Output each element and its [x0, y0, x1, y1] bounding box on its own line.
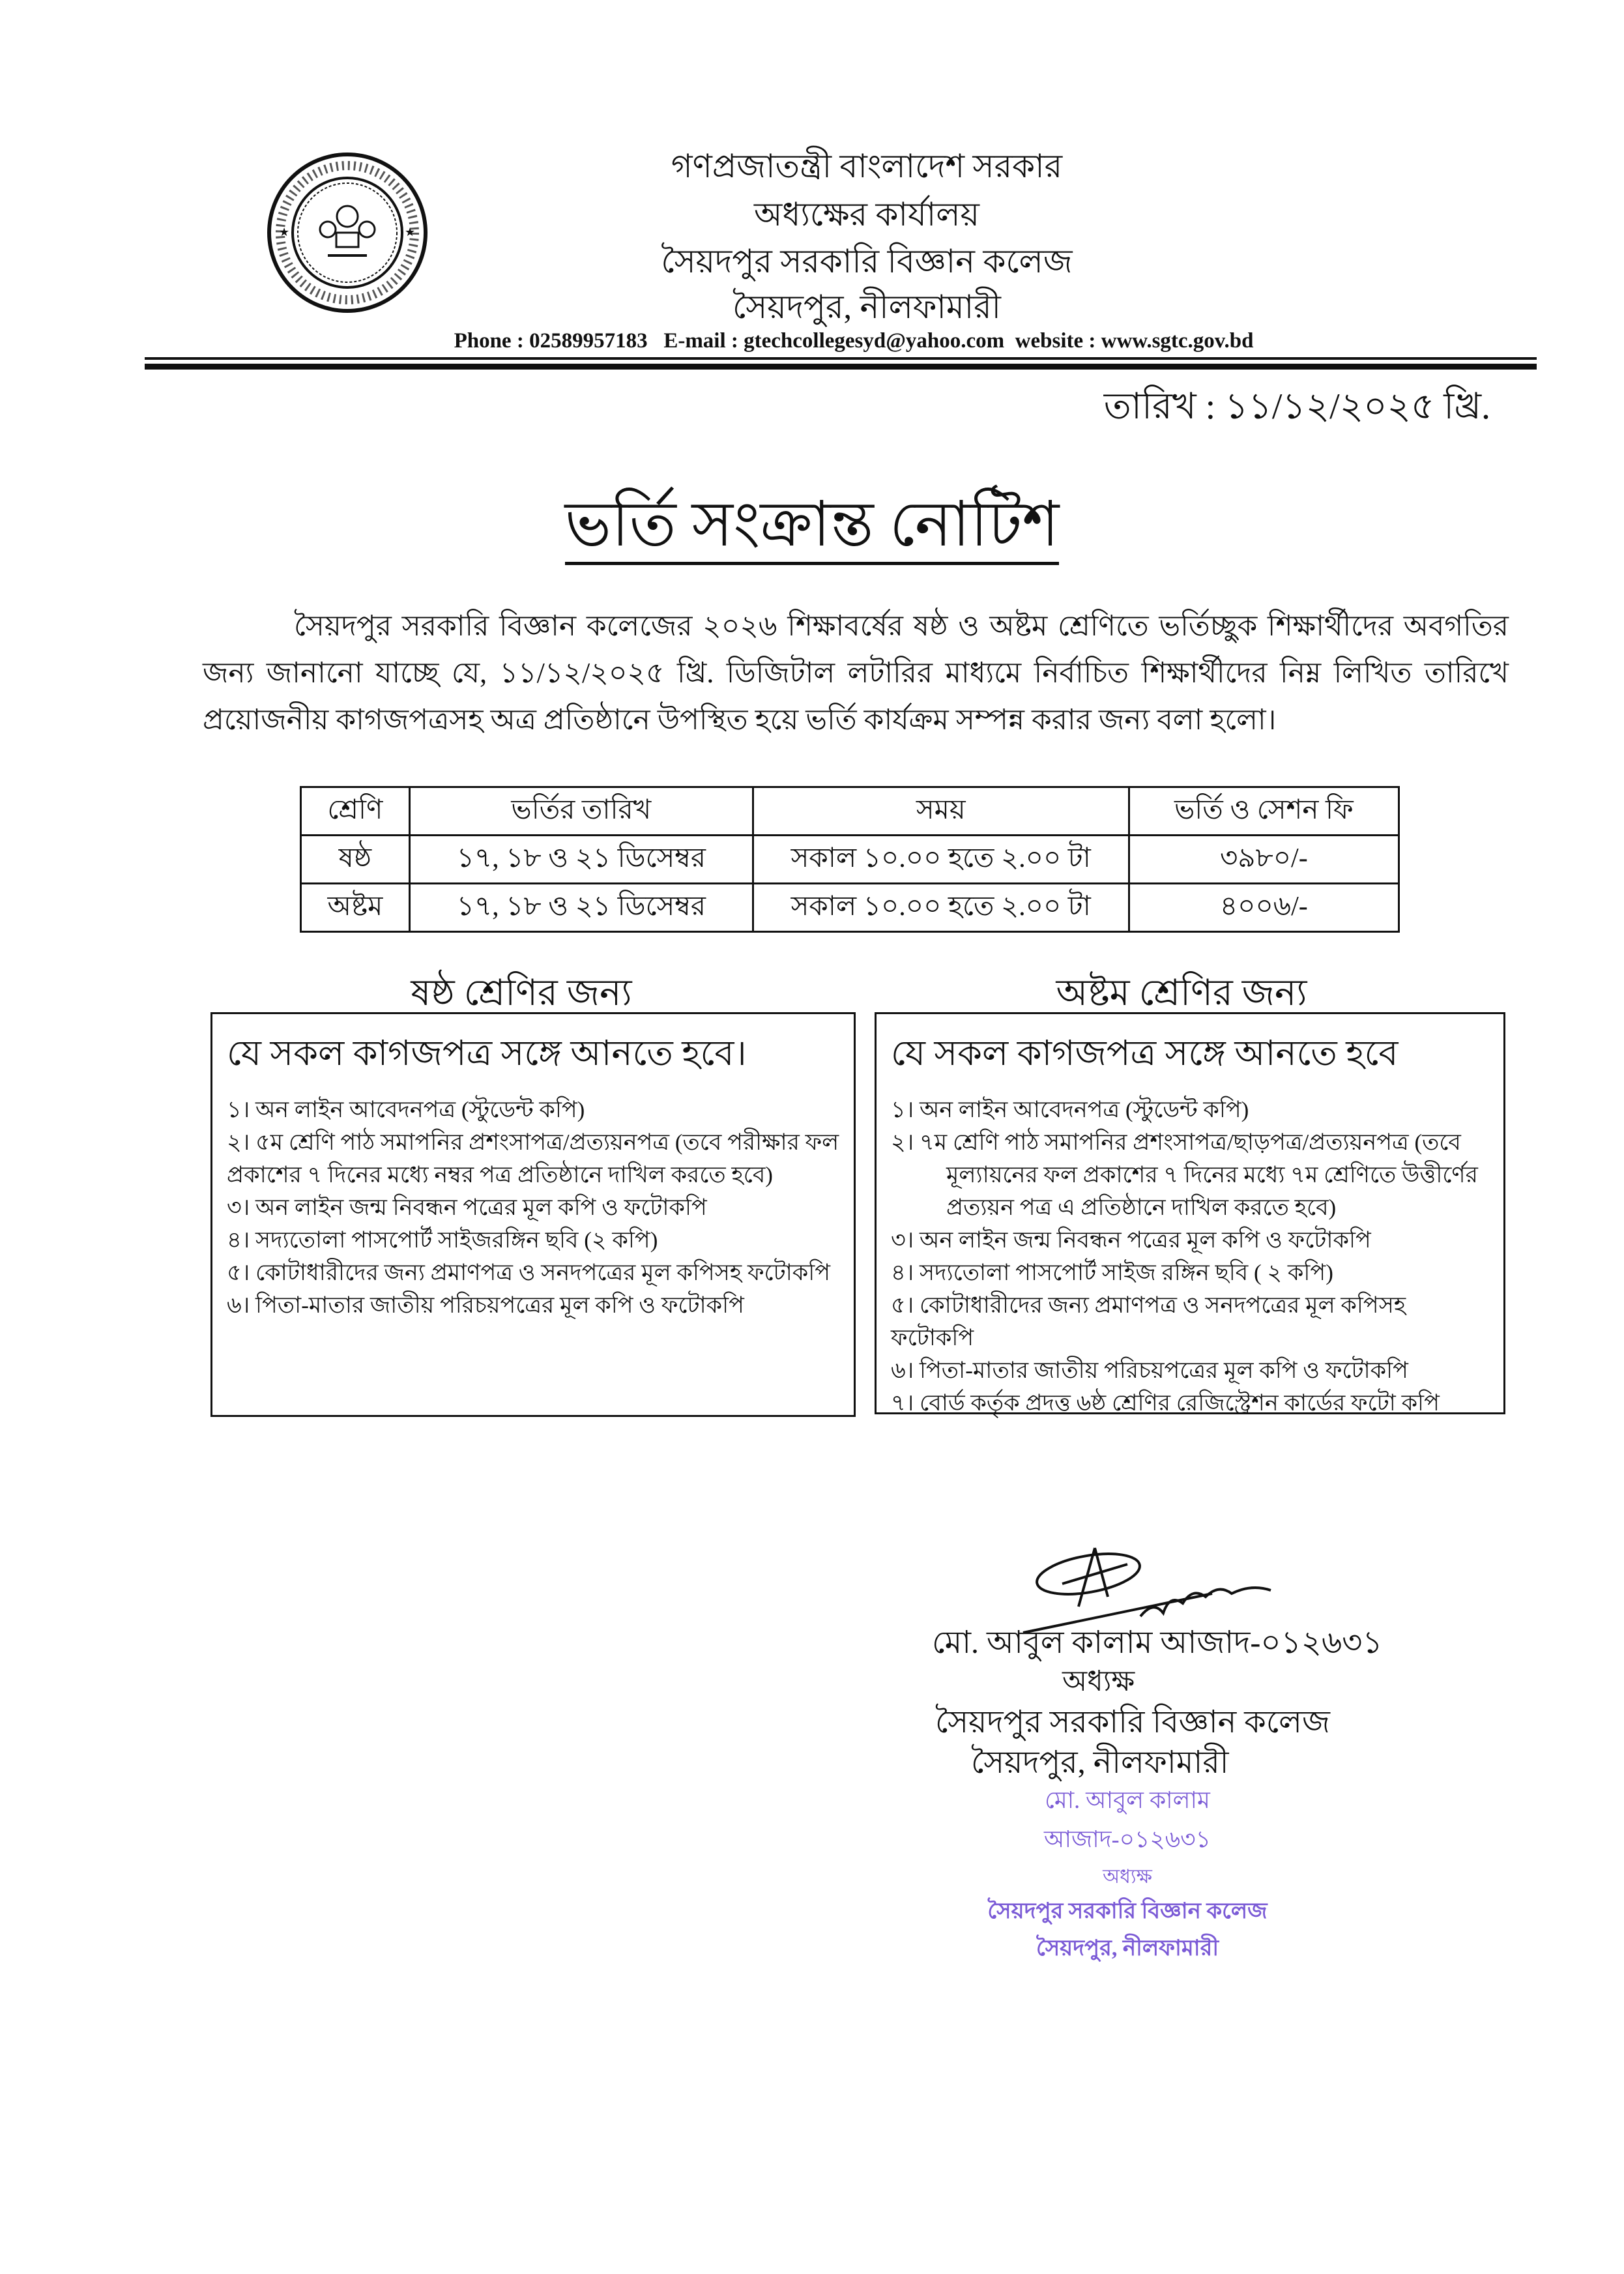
- box-heading: যে সকল কাগজপত্র সঙ্গে আনতে হবে: [891, 1034, 1399, 1073]
- official-stamp: [964, 1783, 1290, 1968]
- list-item: ৩। অন লাইন জন্ম নিবন্ধন পত্রের মূল কপি ও ফটোকপি: [891, 1227, 1371, 1253]
- svg-text:★: ★: [405, 226, 416, 239]
- list-item: ১। অন লাইন আবেদনপত্র (স্টুডেন্ট কপি): [227, 1097, 585, 1122]
- header-divider-thick: [145, 364, 1537, 370]
- notice-date: তারিখ : ১১/১২/২০২৫ খ্রি.: [1103, 386, 1490, 427]
- section-title-class-eight: অষ্টম শ্রেণির জন্য: [1056, 973, 1307, 1013]
- signatory-designation: অধ্যক্ষ: [1062, 1665, 1135, 1697]
- list-item: ৬। পিতা-মাতার জাতীয় পরিচয়পত্রের মূল কপি ও ফটোকপি: [891, 1358, 1408, 1383]
- admission-schedule-table: [300, 786, 1400, 933]
- list-item: ১। অন লাইন আবেদনপত্র (স্টুডেন্ট কপি): [891, 1097, 1249, 1122]
- col-fee: ভর্তি ও সেশন ফি: [1129, 787, 1399, 836]
- contact-line: Phone : 02589957183 E-mail : gtechcollegesyd@yahoo.com website : www.sgtc.gov.bd: [454, 329, 1254, 353]
- svg-text:★: ★: [279, 226, 290, 239]
- col-date: ভর্তির তারিখ: [409, 787, 753, 836]
- list-item: ৪। সদ্যতোলা পাসপোর্ট সাইজ রঙ্গিন ছবি ( ২ কপি): [891, 1260, 1333, 1285]
- list-item: ৭। বোর্ড কর্তৃক প্রদত্ত ৬ষ্ঠ শ্রেণির রেজিস্ট্রেশন কার্ডের ফটো কপি: [891, 1390, 1440, 1416]
- notice-title-text: ভর্তি সংক্রান্ত নোটিশ: [565, 489, 1060, 565]
- cell-class: ষষ্ঠ: [301, 836, 410, 884]
- header-government: গণপ্রজাতন্ত্রী বাংলাদেশ সরকার: [671, 148, 1063, 184]
- list-item-continued: মূল্যায়নের ফল প্রকাশের ৭ দিনের মধ্যে ৭ম শ্রেণিতে উত্তীর্ণের: [946, 1162, 1478, 1188]
- list-item: ৫। কোটাধারীদের জন্য প্রমাণপত্র ও সনদপত্রের মূল কপিসহ ফটোকপি: [227, 1260, 831, 1285]
- cell-time: সকাল ১০.০০ হতে ২.০০ টা: [753, 884, 1129, 932]
- table-header-row: [301, 787, 1399, 836]
- list-item: ৪। সদ্যতোলা পাসপোর্ট সাইজরঙ্গিন ছবি (২ কপি): [227, 1227, 658, 1253]
- cell-date: ১৭, ১৮ ও ২১ ডিসেম্বর: [409, 836, 753, 884]
- list-item: ২। ৫ম শ্রেণি পাঠ সমাপনির প্রশংসাপত্র/প্রত্যয়নপত্র (তবে পরীক্ষার ফল প্রকাশের ৭ দিনের মধ্যে নম্বর পত্র প্রতিষ্ঠানে দাখিল করতে হবে): [227, 1130, 839, 1188]
- signatory-institution: সৈয়দপুর সরকারি বিজ্ঞান কলেজ: [935, 1705, 1330, 1740]
- notice-title: [0, 476, 1624, 581]
- stamp-location: সৈয়দপুর, নীলফামারী: [1036, 1936, 1219, 1961]
- list-item-continued: প্রত্যয়ন পত্র এ প্রতিষ্ঠানে দাখিল করতে হবে): [946, 1195, 1337, 1220]
- header-location: সৈয়দপুর, নীলফামারী: [732, 289, 1001, 325]
- list-item: ২। ৭ম শ্রেণি পাঠ সমাপনির প্রশংসাপত্র/ছাড়পত্র/প্রত্যয়নপত্র (তবে: [891, 1130, 1461, 1155]
- cell-fee: ৩৯৮০/-: [1129, 836, 1399, 884]
- header-college: সৈয়দপুর সরকারি বিজ্ঞান কলেজ: [661, 243, 1073, 280]
- col-time: সময়: [753, 787, 1129, 836]
- stamp-name: মো. আবুল কালাম আজাদ-০১২৬৩১: [1044, 1787, 1211, 1852]
- list-item: ৬। পিতা-মাতার জাতীয় পরিচয়পত্রের মূল কপি ও ফটোকপি: [227, 1292, 744, 1318]
- cell-date: ১৭, ১৮ ও ২১ ডিসেম্বর: [409, 884, 753, 932]
- list-item: ৫। কোটাধারীদের জন্য প্রমাণপত্র ও সনদপত্রের মূল কপিসহ ফটোকপি: [891, 1292, 1406, 1350]
- cell-fee: ৪০০৬/-: [1129, 884, 1399, 932]
- header-divider: [145, 357, 1537, 360]
- col-class: শ্রেণি: [301, 787, 410, 836]
- notice-body: সৈয়দপুর সরকারি বিজ্ঞান কলেজের ২০২৬ শিক্ষাবর্ষের ষষ্ঠ ও অষ্টম শ্রেণিতে ভর্তিচ্ছুক শিক্ষার্থীদের অবগতির জন্য জানানো যাচ্ছে যে, ১১/১২/২০২৫ খ্রি. ডিজিটাল লটারির মাধ্যমে নির্বাচিত শিক্ষার্থীদের নিম্ন লিখিত তারিখে প্রয়োজনীয় কাগজপত্রসহ অত্র প্রতিষ্ঠানে উপস্থিত হয়ে ভর্তি কার্যক্রম সম্পন্ন করার জন্য বলা হলো।: [203, 610, 1509, 736]
- stamp-institution: সৈয়দপুর সরকারি বিজ্ঞান কলেজ: [987, 1899, 1268, 1923]
- cell-class: অষ্টম: [301, 884, 410, 932]
- signatory-location: সৈয়দপুর, নীলফামারী: [971, 1745, 1229, 1780]
- section-title-class-six: ষষ্ঠ শ্রেণির জন্য: [411, 973, 632, 1013]
- documents-box-class-eight: [875, 1012, 1505, 1414]
- header-office: অধ্যক্ষের কার্যালয়: [754, 196, 979, 233]
- signatory-name: মো. আবুল কালাম আজাদ-০১২৬৩১: [932, 1625, 1383, 1660]
- college-seal-logo: [266, 151, 429, 314]
- cell-time: সকাল ১০.০০ হতে ২.০০ টা: [753, 836, 1129, 884]
- table-row: [301, 884, 1399, 932]
- documents-box-class-six: [210, 1012, 856, 1417]
- box-heading: যে সকল কাগজপত্র সঙ্গে আনতে হবে।: [227, 1034, 747, 1073]
- list-item: ৩। অন লাইন জন্ম নিবন্ধন পত্রের মূল কপি ও ফটোকপি: [227, 1195, 707, 1220]
- table-row: [301, 836, 1399, 884]
- stamp-designation: অধ্যক্ষ: [1103, 1866, 1152, 1888]
